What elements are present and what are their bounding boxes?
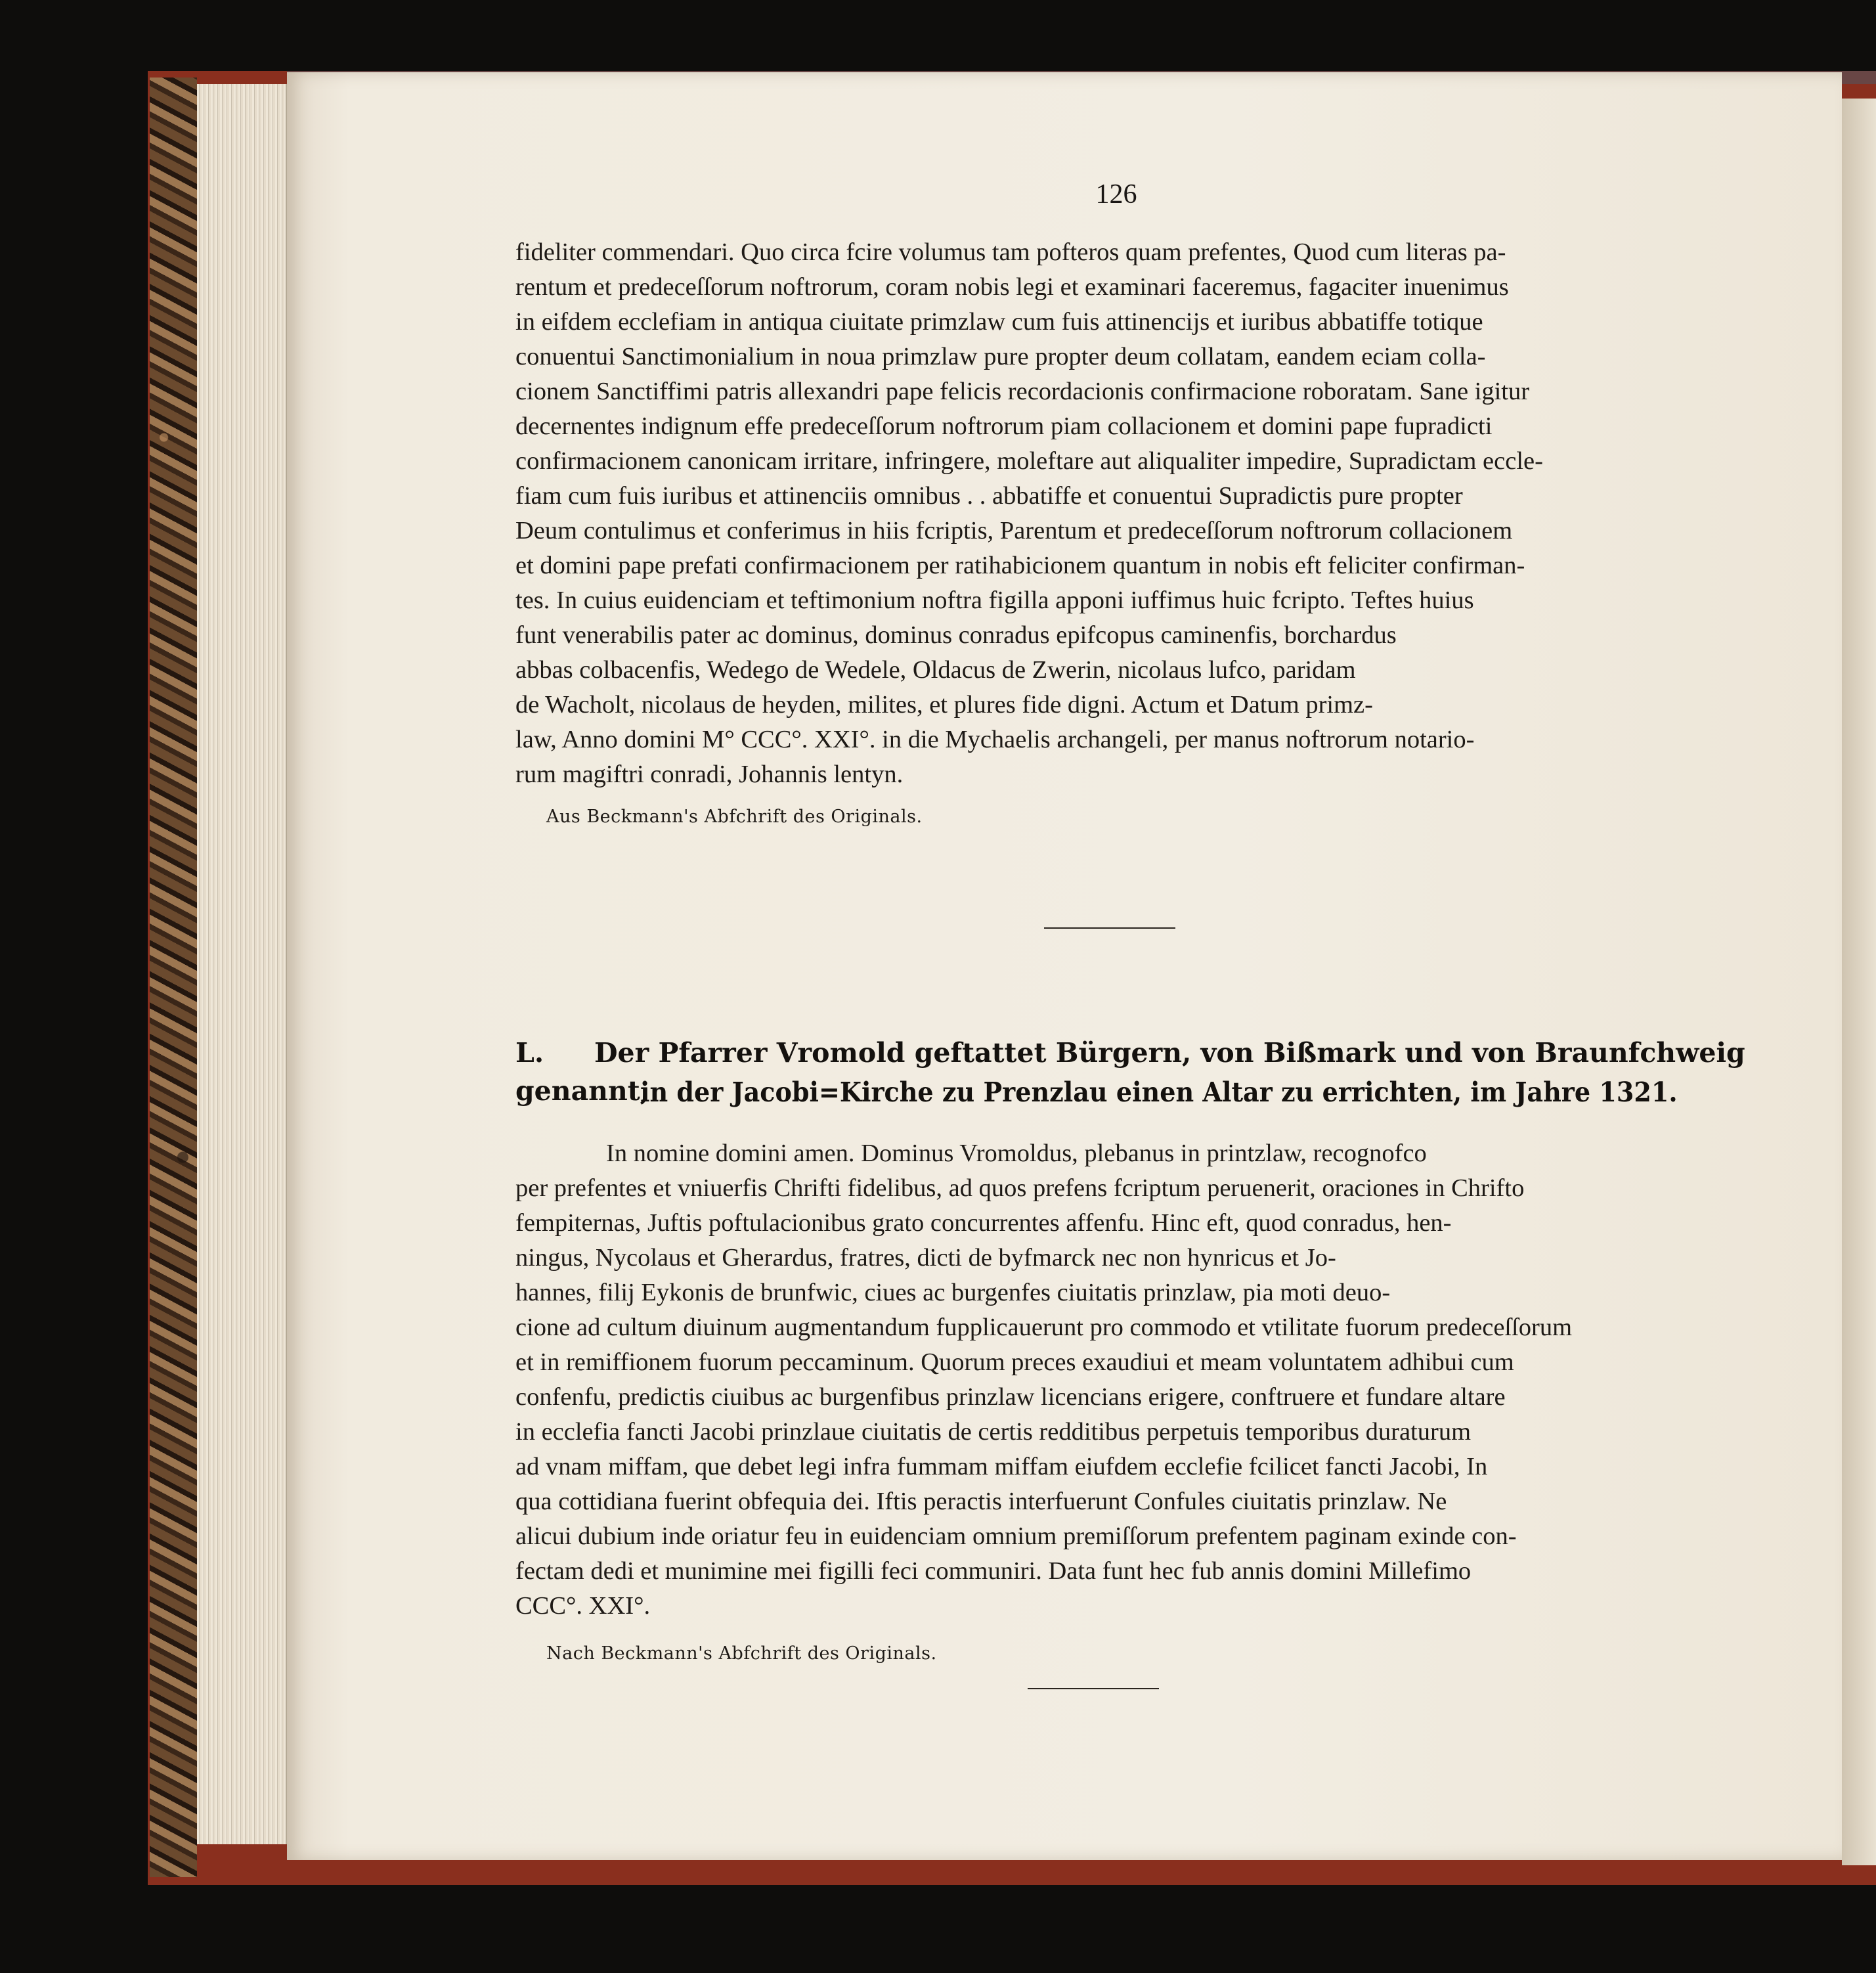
text-line: alicui dubium inde oriatur feu in euidenciam omnium premiſſorum prefentem paginam exinde con-: [515, 1522, 1517, 1550]
text-line: funt venerabilis pater ac dominus, dominus conradus epifcopus caminenfis, borchardus: [515, 621, 1397, 649]
charter-text-1321-b: [515, 1136, 1712, 1624]
text-line: fempiternas, Juftis poftulacionibus grato concurrentes affenfu. Hinc eft, quod conradus, hen-: [515, 1209, 1452, 1237]
text-line: et domini pape prefati confirmacionem per ratihabicionem quantum in nobis eft feliciter confirman-: [515, 552, 1525, 579]
text-line: de Wacholt, nicolaus de heyden, milites, et plures fide digni. Actum et Datum primz-: [515, 691, 1373, 719]
text-line: cionem Sanctiffimi patris allexandri pape felicis recordacionis confirmacione roboratam. Sane igitur: [515, 378, 1530, 405]
text-line: per prefentes et vniuerfis Chrifti fidelibus, ad quos prefens fcriptum peruenerit, oraciones in Chrifto: [515, 1174, 1525, 1202]
text-line: fiam cum fuis iuribus et attinenciis omnibus . . abbatiffe et conuentui Supradictis pure propter: [515, 482, 1463, 510]
text-line: ningus, Nycolaus et Gherardus, fratres, dicti de byfmarck nec non hynricus et Jo-: [515, 1244, 1336, 1272]
heading-line-2: in der Jacobi=Kirche zu Prenzlau einen Altar zu errichten, im Jahre 1321.: [640, 1076, 1678, 1108]
section-heading-continued: [640, 1073, 1799, 1111]
text-line: fideliter commendari. Quo circa fcire volumus tam pofteros quam prefentes, Quod cum literas pa-: [515, 238, 1506, 266]
text-line: abbas colbacenfis, Wedego de Wedele, Oldacus de Zwerin, nicolaus lufco, paridam: [515, 656, 1356, 684]
charter-text-1321-a: [515, 235, 1712, 792]
text-line: conuentui Sanctimonialium in noua primzlaw pure propter deum collatam, eandem eciam colla-: [515, 343, 1486, 370]
text-line: fectam dedi et munimine mei figilli feci communiri. Data funt hec fub annis domini Millefimo: [515, 1557, 1472, 1585]
text-line: tes. In cuius euidenciam et teftimonium noftra figilla apponi iuffimus huic fcripto. Teftes huius: [515, 587, 1474, 614]
text-line: et in remiffionem fuorum peccaminum. Quorum preces exaudiui et meam voluntatem adhibui cum: [515, 1348, 1514, 1376]
heading-line-1: Der Pfarrer Vromold geftattet Bürgern, von Bißmark und von Braunfchweig genannt,: [515, 1037, 1745, 1107]
text-line: CCC°. XXI°.: [515, 1592, 651, 1620]
text-line: hannes, filij Eykonis de brunfwic, ciues ac burgenfes ciuitatis prinzlaw, pia moti deuo-: [515, 1279, 1391, 1306]
text-line: in ecclefia fancti Jacobi prinzlaue ciuitatis de certis redditibus perpetuis temporibus duraturum: [515, 1418, 1472, 1446]
source-note: Aus Beckmann's Abfchrift des Originals.: [546, 807, 923, 827]
text-line: cione ad cultum diuinum augmentandum fupplicauerunt pro commodo et vtilitate fuorum predeceſſorum: [515, 1314, 1573, 1341]
text-line: rentum et predeceſſorum noftrorum, coram nobis legi et examinari faceremus, fagaciter inuenimus: [515, 273, 1509, 301]
source-note: Nach Beckmann's Abfchrift des Originals.: [546, 1643, 937, 1664]
text-line: in eifdem ecclefiam in antiqua ciuitate primzlaw cum fuis attinencijs et iuribus abbatiffe totique: [515, 308, 1483, 336]
text-line: law, Anno domini M° CCC°. XXI°. in die Mychaelis archangeli, per manus noftrorum notario-: [515, 726, 1475, 753]
page-number: 126: [1095, 179, 1137, 210]
section-divider: [1044, 927, 1175, 929]
text-line: qua cottidiana fuerint obfequia dei. Iftis peractis interfuerunt Confules ciuitatis prinzlaw. Ne: [515, 1488, 1447, 1515]
section-divider: [1028, 1688, 1159, 1689]
text-line: In nomine domini amen. Dominus Vromoldus, plebanus in printzlaw, recognofco: [606, 1140, 1427, 1167]
page-stack-edges: [197, 84, 287, 1844]
section-number: L.: [515, 1037, 544, 1069]
text-line: ad vnam miffam, que debet legi infra fummam miffam eiufdem ecclefie fcilicet fancti Jacobi, In: [515, 1453, 1488, 1480]
text-line: confirmacionem canonicam irritare, infringere, moleftare aut aliqualiter impedire, Supradictam eccle-: [515, 447, 1543, 475]
text-line: rum magiftri conradi, Johannis lentyn.: [515, 761, 904, 788]
next-page-edge: [1842, 99, 1876, 1865]
marbled-endpaper: [150, 78, 197, 1877]
text-line: decernentes indignum effe predeceſſorum noftrorum piam collacionem et domini pape fupradicti: [515, 412, 1493, 440]
text-line: confenfu, predictis ciuibus ac burgenfibus prinzlaw licencians erigere, conftruere et fundare altare: [515, 1383, 1506, 1411]
text-line: Deum contulimus et conferimus in hiis fcriptis, Parentum et predeceſſorum noftrorum collacionem: [515, 517, 1513, 544]
